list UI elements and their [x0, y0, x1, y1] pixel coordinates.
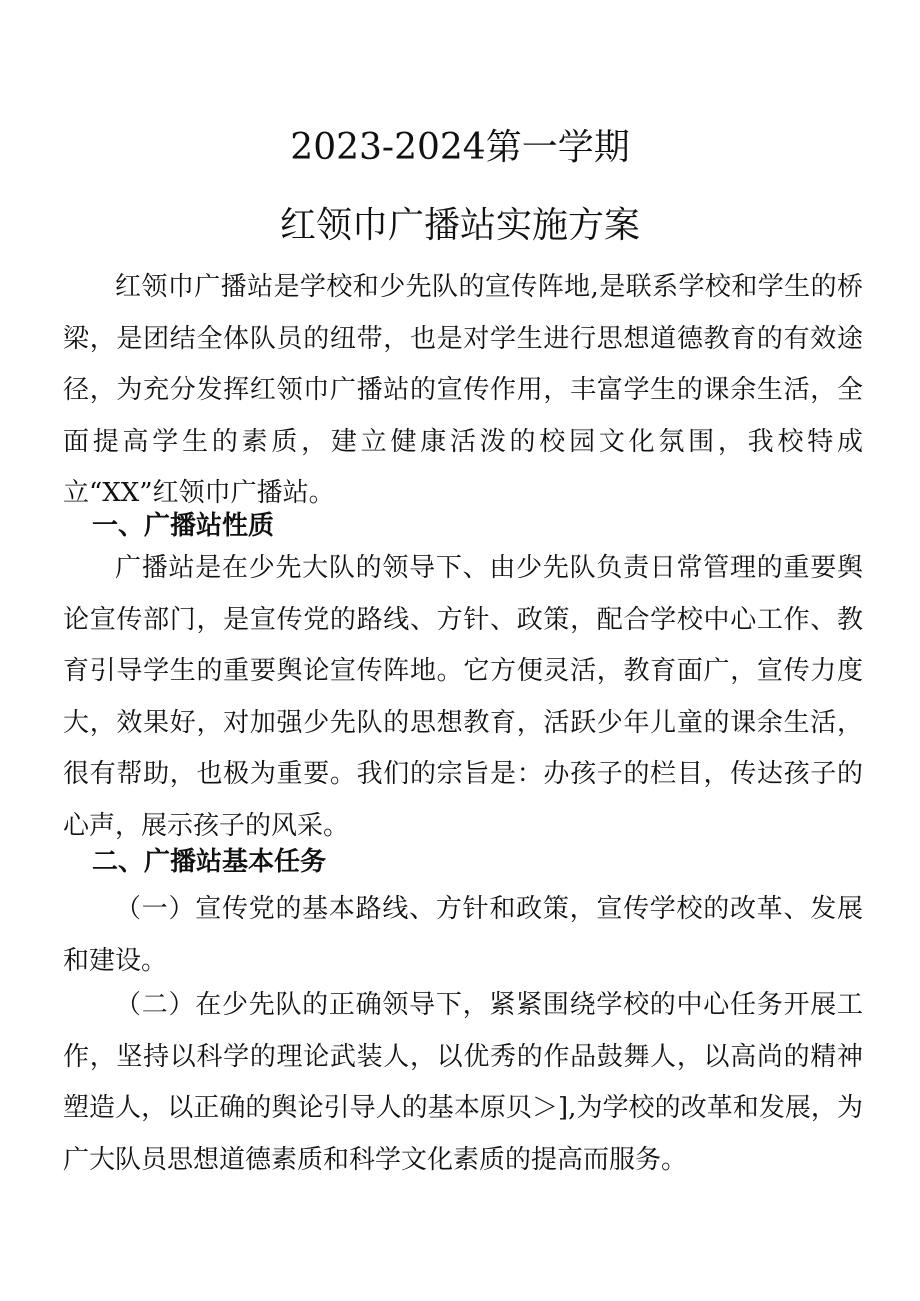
intro-paragraph: 红领巾广播站是学校和少先队的宣传阵地,是联系学校和学生的桥梁，是团结全体队员的纽带，也是对学生进行思想道德教育的有效途径，为充分发挥红领巾广播站的宣传作用，丰富学生的课余生活，全面提高学生的素质，建立健康活泼的校园文化氛围，我校特成立“XX”红领巾广播站。 [63, 272, 863, 508]
document-title: 红领巾广播站实施方案 [279, 205, 640, 246]
section-heading-nature: 一、广播站性质 [92, 511, 275, 541]
section-heading-tasks: 二、广播站基本任务 [92, 847, 327, 877]
document-title-term: 2023-2024第一学期 [290, 127, 630, 168]
section-paragraph-nature: 广播站是在少先大队的领导下、由少先队负责日常管理的重要舆论宣传部门，是宣传党的路线、方针、政策，配合学校中心工作、教育引导学生的重要舆论宣传阵地。它方便灵活，教育面广，宣传力度大，效果好，对加强少先队的思想教育，活跃少年儿童的课余生活，很有帮助，也极为重要。我们的宗旨是：办孩子的栏目，传达孩子的心声，展示孩子的风采。 [63, 553, 863, 841]
task-paragraph-2: （二）在少先队的正确领导下，紧紧围绕学校的中心任务开展工作，坚持以科学的理论武装人，以优秀的作品鼓舞人，以高尚的精神塑造人，以正确的舆论引导人的基本原贝＞],为学校的改革和发展，为广大队员思想道德素质和科学文化素质的提高而服务。 [63, 990, 863, 1175]
task-paragraph-1: （一）宣传党的基本路线、方针和政策，宣传学校的改革、发展和建设。 [63, 894, 863, 976]
